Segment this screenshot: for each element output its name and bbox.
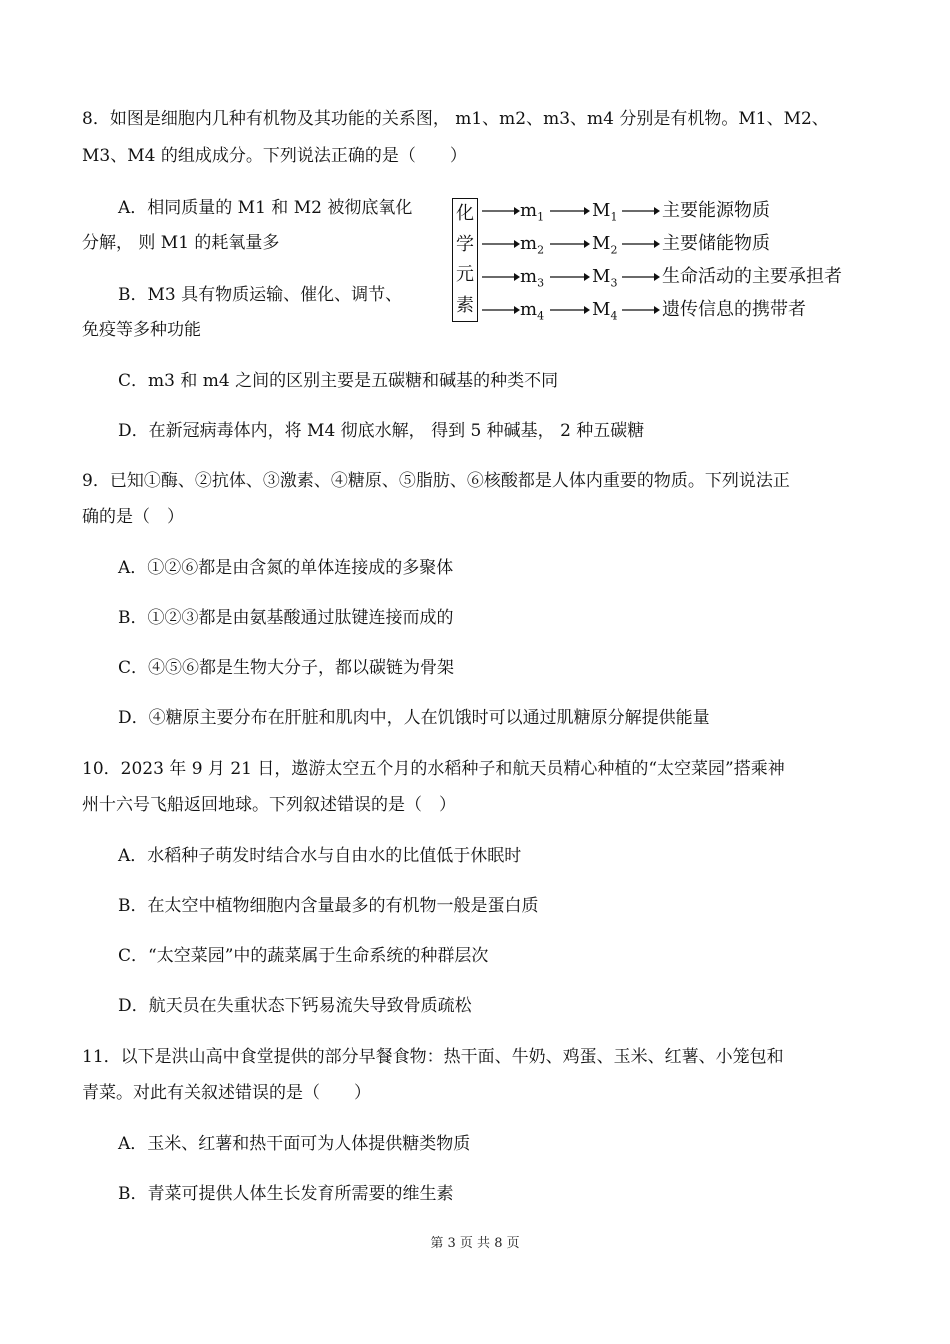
function-label: 主要能源物质: [662, 200, 770, 221]
chemical-elements-box: [452, 198, 478, 322]
function-label: 生命活动的主要承担者: [662, 266, 842, 287]
elements-char: 元: [456, 264, 474, 286]
monomer-label: $m_3$: [520, 266, 545, 290]
elements-char: 素: [456, 294, 474, 316]
polymer-label: $M_4$: [592, 299, 618, 323]
function-label: 遗传信息的携带者: [662, 299, 806, 320]
diagram-row: [480, 232, 872, 256]
q11-stem-line-2: 青菜。对此有关叙述错误的是（ ）: [82, 1083, 371, 1103]
q9-option-d: D．④糖原主要分布在肝脏和肌肉中，人在饥饿时可以通过肌糖原分解提供能量: [118, 708, 710, 728]
arrow-icon: [620, 265, 660, 289]
function-label: 主要储能物质: [662, 233, 770, 254]
organic-matter-diagram: [452, 198, 872, 326]
monomer-label: $m_1$: [520, 200, 545, 224]
q9-stem-line-1: 9．已知①酶、②抗体、③激素、④糖原、⑤脂肪、⑥核酸都是人体内重要的物质。下列说法正: [82, 471, 790, 491]
q11-option-b: B．青菜可提供人体生长发育所需要的维生素: [118, 1184, 454, 1204]
arrow-icon: [480, 265, 520, 289]
polymer-label: $M_2$: [592, 233, 618, 257]
q10-option-b: B．在太空中植物细胞内含量最多的有机物一般是蛋白质: [118, 896, 539, 916]
arrow-icon: [620, 232, 660, 256]
elements-char: 化: [456, 203, 474, 225]
q9-option-a: A．①②⑥都是由含氮的单体连接成的多聚体: [118, 558, 454, 578]
polymer-label: $M_3$: [592, 266, 618, 290]
arrow-icon: [548, 298, 590, 322]
arrow-icon: [480, 298, 520, 322]
q9-option-b: B．①②③都是由氨基酸通过肽键连接而成的: [118, 608, 454, 628]
monomer-label: $m_4$: [520, 299, 545, 323]
monomer-label: $m_2$: [520, 233, 545, 257]
q8-option-b-line-1: B．M3 具有物质运输、催化、调节、: [118, 285, 403, 305]
q8-option-d: D．在新冠病毒体内，将 M4 彻底水解， 得到 5 种碱基， 2 种五碳糖: [118, 421, 645, 441]
q8-option-b-line-2: 免疫等多种功能: [82, 320, 201, 340]
q8-option-c: C．m3 和 m4 之间的区别主要是五碳糖和碱基的种类不同: [118, 371, 559, 391]
diagram-row: [480, 199, 872, 223]
arrow-icon: [480, 199, 520, 223]
q9-option-c: C．④⑤⑥都是生物大分子，都以碳链为骨架: [118, 658, 455, 678]
diagram-row: [480, 298, 872, 322]
q10-option-c: C．“太空菜园”中的蔬菜属于生命系统的种群层次: [118, 946, 489, 966]
q8-stem-line-2: M3、M4 的组成成分。下列说法正确的是（ ）: [82, 146, 467, 166]
arrow-icon: [620, 199, 660, 223]
q11-option-a: A．玉米、红薯和热干面可为人体提供糖类物质: [118, 1134, 471, 1154]
arrow-icon: [548, 232, 590, 256]
q8-stem-line-1: 8．如图是细胞内几种有机物及其功能的关系图， m1、m2、m3、m4 分别是有机物。M1、M2、: [82, 109, 829, 129]
polymer-label: $M_1$: [592, 200, 618, 224]
arrow-icon: [548, 199, 590, 223]
arrow-icon: [548, 265, 590, 289]
q10-option-a: A．水稻种子萌发时结合水与自由水的比值低于休眠时: [118, 846, 522, 866]
q8-option-a-line-2: 分解， 则 M1 的耗氧量多: [82, 233, 280, 253]
arrow-icon: [620, 298, 660, 322]
q9-stem-line-2: 确的是（ ）: [82, 507, 184, 527]
page-footer: 第 3 页 共 8 页: [430, 1236, 520, 1251]
q8-option-a-line-1: A．相同质量的 M1 和 M2 被彻底氧化: [118, 198, 413, 218]
q10-stem-line-1: 10．2023 年 9 月 21 日，遨游太空五个月的水稻种子和航天员精心种植的“太空菜园”搭乘神: [82, 759, 785, 779]
arrow-icon: [480, 232, 520, 256]
elements-char: 学: [456, 233, 474, 255]
diagram-row: [480, 265, 900, 289]
q11-stem-line-1: 11．以下是洪山高中食堂提供的部分早餐食物：热干面、牛奶、鸡蛋、玉米、红薯、小笼包和: [82, 1047, 784, 1067]
q10-stem-line-2: 州十六号飞船返回地球。下列叙述错误的是（ ）: [82, 795, 456, 815]
q10-option-d: D．航天员在失重状态下钙易流失导致骨质疏松: [118, 996, 472, 1016]
